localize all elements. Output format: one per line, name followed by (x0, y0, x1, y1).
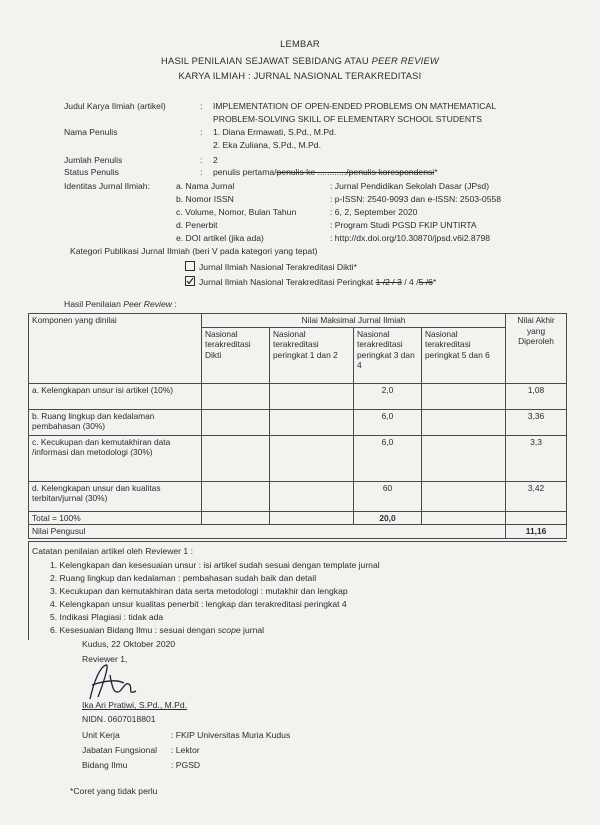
kategori-label: Kategori Publikasi Jurnal Ilmiah (beri V pada kategori yang tepat) (70, 246, 318, 256)
row-b-max: 6,0 (354, 409, 422, 435)
jabatan-value: : Lektor (171, 745, 200, 755)
row-d-max: 60 (354, 481, 422, 511)
checkbox-empty-icon[interactable] (185, 261, 195, 271)
jurnal-row-d-label: d. Penerbit (176, 220, 218, 230)
checkbox-checked-icon[interactable] (185, 276, 195, 286)
reviewer-name: Ika Ari Pratiwi, S.Pd., M.Pd. (82, 700, 188, 710)
doc-title-karya: KARYA ILMIAH : JURNAL NASIONAL TERAKREDITASI (178, 70, 422, 81)
doc-title-hasil-text: HASIL PENILAIAN SEJAWAT SEBIDANG ATAU (161, 55, 372, 66)
total-p12 (270, 511, 354, 525)
row-b-akhir: 3,36 (506, 409, 567, 435)
row-c-max: 6,0 (354, 435, 422, 481)
row-c-akhir: 3,3 (506, 435, 567, 481)
kategori-option-peringkat[interactable] (185, 276, 436, 288)
pengusul-value: 11,16 (506, 525, 567, 539)
total-label: Total = 100% (29, 511, 202, 525)
row-d-akhir: 3,42 (506, 481, 567, 511)
table-pengusul-row (29, 525, 567, 539)
status-strike: penulis ke ............/penulis korespondensi (276, 167, 435, 177)
table-row (29, 481, 567, 511)
jurnal-row-a-value: : Jurnal Pendidikan Sekolah Dasar (JPsd) (330, 181, 490, 191)
note-item-4: 4. Kelengkapan unsur kualitas penerbit : lengkap dan terakreditasi peringkat 4 (50, 599, 347, 609)
total-akhir (506, 511, 567, 525)
status-value (213, 167, 438, 178)
penulis-colon: : (200, 127, 203, 137)
kategori-peringkat-mid: / 4 / (401, 277, 419, 287)
hasil-label-pre: Hasil Penilaian (64, 299, 124, 309)
hasil-label-peer-review: Peer Review (123, 299, 172, 309)
kategori-peringkat-post: * (432, 277, 437, 287)
status-label: Status Penulis (64, 167, 119, 177)
subheader-peringkat-3-4: Nasional terakreditasi peringkat 3 dan 4 (354, 327, 422, 383)
footnote: *Coret yang tidak perlu (70, 786, 158, 796)
row-c-p56 (422, 435, 506, 481)
bidang-label: Bidang Ilmu (82, 760, 128, 770)
jurnal-row-c-label: c. Volume, Nomor, Bulan Tahun (176, 207, 297, 217)
reviewer-label: Reviewer 1, (82, 654, 128, 664)
jumlah-colon: : (200, 155, 203, 165)
table-total-row (29, 511, 567, 525)
hasil-label (64, 299, 177, 310)
row-a-label: a. Kelengkapan unsur isi artikel (10%) (29, 383, 202, 409)
row-b-dikti (202, 409, 270, 435)
row-c-label: c. Kecukupan dan kemutakhiran data /informasi dan metodologi (30%) (29, 435, 202, 481)
row-a-dikti (202, 383, 270, 409)
header-komponen: Komponen yang dinilai (29, 314, 202, 384)
note-item-6-post: jurnal (240, 625, 265, 635)
row-b-p12 (270, 409, 354, 435)
doc-title-peer-review: PEER REVIEW (371, 55, 439, 66)
note-item-1: 1. Kelengkapan dan kesesuaian unsur : isi artikel sudah sesuai dengan template jurnal (50, 560, 380, 570)
note-item-6-pre: 6. Kesesuaian Bidang Ilmu : sesuai dengan (50, 625, 218, 635)
penulis-label: Nama Penulis (64, 127, 118, 137)
row-c-dikti (202, 435, 270, 481)
row-c-p12 (270, 435, 354, 481)
status-colon: : (200, 167, 203, 177)
penulis-1: 1. Diana Ermawati, S.Pd., M.Pd. (213, 127, 337, 137)
row-a-max: 2,0 (354, 383, 422, 409)
judul-colon: : (200, 101, 203, 111)
table-row (29, 383, 567, 409)
signature-image (80, 661, 140, 705)
bidang-value: : PGSD (171, 760, 201, 770)
note-item-5: 5. Indikasi Plagiasi : tidak ada (50, 612, 164, 622)
unit-value: : FKIP Universitas Muria Kudus (171, 730, 291, 740)
kategori-option-dikti[interactable] (185, 261, 357, 273)
subheader-peringkat-1-2: Nasional terakreditasi peringkat 1 dan 2 (270, 327, 354, 383)
jurnal-row-b-value: : p-ISSN: 2540-9093 dan e-ISSN: 2503-0558 (330, 194, 502, 204)
jurnal-row-e-value: : http://dx.doi.org/10.30870/jpsd.v6i2.8798 (330, 233, 491, 243)
place-date: Kudus, 22 Oktober 2020 (82, 639, 176, 649)
jurnal-row-c-value: : 6, 2, September 2020 (330, 207, 418, 217)
total-p56 (422, 511, 506, 525)
jurnal-row-e-label: e. DOI artikel (jika ada) (176, 233, 264, 243)
reviewer-nidn: NIDN. 0607018801 (82, 714, 156, 724)
note-item-6-scope: scope (217, 625, 241, 635)
table-header-row (29, 314, 567, 328)
judul-label: Judul Karya Ilmiah (artikel) (64, 101, 166, 111)
kategori-peringkat-strike-1: 1 /2 / 3 (375, 277, 402, 287)
doc-title-lembar: LEMBAR (280, 38, 320, 49)
jurnal-label: Identitas Jurnal Ilmiah: (64, 181, 150, 191)
note-item-2: 2. Ruang lingkup dan kedalaman : pembahasan sudah baik dan detail (50, 573, 317, 583)
jurnal-row-d-value: : Program Studi PGSD FKIP UNTIRTA (330, 220, 477, 230)
penulis-2: 2. Eka Zuliana, S.Pd., M.Pd. (213, 140, 321, 150)
note-item-3: 3. Kecukupan dan kemutakhiran data serta metodologi : mutakhir dan lengkap (50, 586, 348, 596)
kategori-peringkat-strike-2: 5 /6 (418, 277, 433, 287)
hasil-label-post: : (171, 299, 177, 309)
row-d-p12 (270, 481, 354, 511)
note-item-6 (50, 625, 264, 636)
row-b-p56 (422, 409, 506, 435)
kategori-option-dikti-label: Jurnal Ilmiah Nasional Terakreditasi Dikti* (199, 262, 357, 272)
kategori-peringkat-pre: Jurnal Ilmiah Nasional Terakreditasi Peringkat (199, 277, 376, 287)
jurnal-row-b-label: b. Nomor ISSN (176, 194, 234, 204)
unit-label: Unit Kerja (82, 730, 120, 740)
score-table (28, 313, 567, 539)
jumlah-label: Jumlah Penulis (64, 155, 123, 165)
row-d-dikti (202, 481, 270, 511)
jurnal-row-a-label: a. Nama Jurnal (176, 181, 235, 191)
subheader-peringkat-5-6: Nasional terakreditasi peringkat 5 dan 6 (422, 327, 506, 383)
row-a-p56 (422, 383, 506, 409)
subheader-dikti: Nasional terakreditasi Dikti (202, 327, 270, 383)
row-a-akhir: 1,08 (506, 383, 567, 409)
jumlah-value: 2 (213, 155, 218, 165)
table-row (29, 435, 567, 481)
judul-line2: PROBLEM-SOLVING SKILL OF ELEMENTARY SCHOOL STUDENTS (213, 114, 483, 124)
doc-title-hasil (0, 55, 600, 66)
notes-title: Catatan penilaian artikel oleh Reviewer 1 : (32, 546, 193, 556)
header-nilai-akhir: Nilai Akhir yang Diperoleh (506, 314, 567, 384)
total-value: 20,0 (354, 511, 422, 525)
row-d-label: d. Kelengkapan unsur dan kualitas terbitan/jurnal (30%) (29, 481, 202, 511)
total-dikti (202, 511, 270, 525)
row-d-p56 (422, 481, 506, 511)
table-row (29, 409, 567, 435)
row-a-p12 (270, 383, 354, 409)
pengusul-label: Nilai Pengusul (29, 525, 506, 539)
jabatan-label: Jabatan Fungsional (82, 745, 158, 755)
status-post: * (434, 167, 438, 177)
judul-line1: IMPLEMENTATION OF OPEN-ENDED PROBLEMS ON MATHEMATICAL (213, 101, 496, 111)
row-b-label: b. Ruang lingkup dan kedalaman pembahasan (30%) (29, 409, 202, 435)
status-pre: penulis pertama/ (213, 167, 277, 177)
header-nilai-maksimal: Nilai Maksimal Jurnal Ilmiah (202, 314, 506, 328)
